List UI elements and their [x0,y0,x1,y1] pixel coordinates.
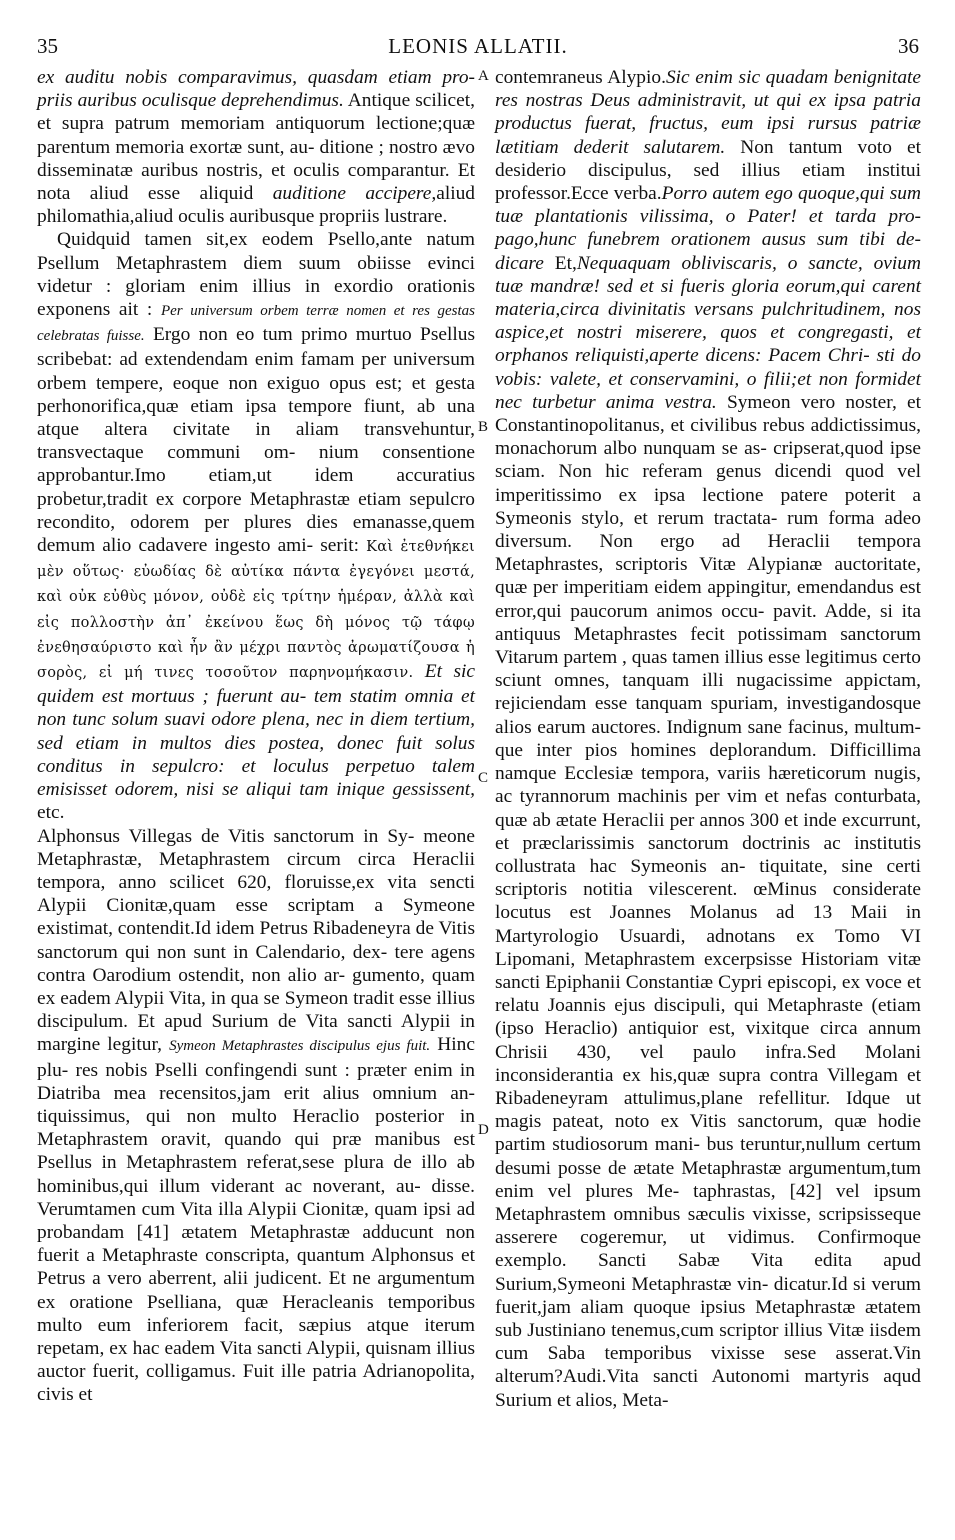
italic-text: Porro autem ego quoque,qui sum tuæ plantationis vilissima, o Pater! et tarda pro- pago,hunc funebrem orationem ausus sum tibi de- dicare [495,183,921,274]
body-text: Symeon vero noster, et Constantinopolitanus, et civilibus rebus addictissimus, monachorum albo nunquam se as- cripserat,quod ipse sciam. Non hic referam genus dicendi quod vel imperitissimo ex ipsa lectione patere poterit a Symeonis stylo, et rerum tractata- rum forma adeo diversum. Non ergo ad Heraclii tempora Metaphrastes, scriptoris Vitæ Alypianæ auctoritate, quæ per imperitiam eidem appingitur, emendandus est error,qui paucorum animos occu- pavit. Adde, si ita antiquus Metaphrastes fecit potissimam sanctorum Vitarum partem , quas tamen illius esse legitimus certo sciunt omnes, tanquam illi nugacissime appictam, rejiciendam esse tanquam spuriam, investigandosque alios earum auctores. Indignum sane facinus, multum- que inter pios homines deplorandum. Difficillima namque Ecclesiæ tempora, variis hæreticorum nugis, ac tyrannorum machinis per vim et nefas conturbata, quæ ab ætate Heraclii per annos 300 et inde excurrunt, et præclarissimis sanctorum doctrinis ac institutis collustrata hac Symeonis an- tiquitate, sine certi scriptoris notitia vilescerent. œMinus considerate locutus est Joannes Molanus ad 13 Maii in Martyrologio Usuardi, adnotans ex Tomo VI Lipomani, Metaphrastem excerpsisse Historiam vitæ sancti Epiphanii Constantiæ Cypri episcopi, ex voce et relatu Joannis ejus discipuli, qui Metaphraste (etiam (ipso Heraclio) antiquior est, vixitque circa annum Chrisii 430, vel paulo infra.Sed Molani inconsiderantia ex his,quæ supra contra Villegam et Ribadeneyram attulimus,plane refellitur. Idque ut magis pateat, noto ex Vitis sanctorum, quæ hodie partim studiosorum mani- bus teruntur,nullum certum desumi posse de ætate Metaphrastæ argumentum,tum enim vel plures Me- taphrastas, [42] vel ipsum Metaphrastem omnibus sæculis vixisse, scripsisseque asserere cogeremur, ut vidimus. Confirmoque exemplo. Sancti Sabæ Vita edita apud Surium,Symeoni Metaphrastæ vin- dicatur.Id si verum fuerit,jam aliam quoque ipsius Metaphrastæ ætatem sub Justiniano tenemus,cum scriptor illius Vitæ iisdem cum Saba temporibus vixisse sese asserat.Vin alterum?Audi.Vita sancti Autonomi martyris aqud Surium et alios, Meta- [495,391,921,1411]
italic-text: Et sic quidem est mortuus ; fuerunt au- tem statim omnia et non tunc solum suavi odore plena, nec in diem tertium, sed etiam in multos dies postea, donec fuit solus conditus in sepulcro: et loculus perpetuo talem emisisset odorem, nisi se aliqui tam inique gessissent, [37,661,476,801]
body-text: contemraneus Alypio. [495,67,666,88]
quotation: Per universum orbem terræ nomen et res gestas celebratas fuisse. [37,303,475,345]
running-header [37,34,919,60]
running-title: LEONIS ALLATII. [388,34,568,58]
page-number-right: 36 [898,34,919,58]
page-number-left: 35 [37,34,58,58]
margin-letter-c: C [478,770,489,786]
marginal-note: Symeon Metaphrastes discipulus ejus fuit. [169,1038,431,1055]
body-text: Quidquid tamen sit,ex eodem Psello,ante natum Psellum Metaphrastem diem suum obiisse evinci videtur : gloriam enim illius in exordio orationis exponens ait : [37,229,475,321]
body-text: etc. [37,802,65,824]
greek-quotation: Καὶ ἐτεθνήκει μὲν οὕτως· εὐωδίας δὲ αὐτίκα πάντα ἐγεγόνει μεστά, καὶ οὐκ εὐθὺς μόνον, οὐδὲ εἰς τρίτην ἡμέραν, ἀλλὰ καὶ εἰς πολλοστὴν ἀπ᾽ ἐκείνου ἕως δὴ μόνος τῷ τάφῳ ἐνεθησαύριστο καὶ ἦν ἂν μέχρι παντὸς ἀρωματίζουσα ἡ σορὸς, εἰ μή τινες τοσοῦτον παρηνομήκασιν. [37,539,475,682]
body-text: aliud philomathia,aliud oculis auribusque propriis lustrare. [37,183,475,228]
left-column [37,66,475,1407]
right-paragraph-1 [495,66,921,1412]
body-text: Hinc plu- res nobis Pselli confingendi sunt : præter enim in Diatriba mea recensitos,jam erit alius omnium an- tiquissimus, qui non multo Heraclio posterior in Metaphrastem oravit, quando qui præ manibus est Psellus in Metaphrastem referat,sese plura de illo ab hominibus,qui illum viderant ac noverant, au- disse. Verumtamen cum Vita illa Alypii Cionitæ, quam ipsi ad probandam [41] ætatem Metaphrastæ adducunt non fuerit a Metaphraste conscripta, quantum Alphonsus et Petrus a vero aberrent, alii judicent. Et ne argumentum ex oratione Pselliana, quæ Heracleanis temporibus multo eum inferiorem facit, sæpius atque iterum repetam, ex hac eadem Vita sancti Alypii, quisnam illius auctor fuerit, colligamus. Fuit ille patria Adrianopolita, civis et [37,1034,475,1406]
left-paragraph-3 [37,825,475,1407]
body-text: Alphonsus Villegas de Vitis sanctorum in Sy- meone Metaphrastæ, Metaphrastem circum circa Heraclii tempora, anno scilicet 620, floruisse,ex vita sencti Alypii Cionitæ,quam esse scriptam a Symeone existimat, contendit.Id idem Petrus Ribadeneyra de Vitis sanctorum qui non sunt in Calendario, dex- tere agens contra Oarodium ostendit, non alio ar- gumento, quam ex eadem Alypii Vita, in qua se Symeon tradit esse illius discipulum. Et apud Surium de Vita sancti Alypii in margine legitur, [37,825,475,1056]
body-text: Antique scilicet, et supra patrum memoriam antiquorum lectione;quæ parentum memoria exortæ sunt, au- ditione ; nostro ævo disseminatæ auribus nostris, et oculis comparantur. Et nota aliud esse aliquid [37,90,475,205]
body-text: Non tantum voto et desiderio discipulus, sed illius etiam institui professor.Ecce verba. [495,136,921,205]
margin-letter-b: B [478,419,489,435]
margin-letter-a: A [478,68,489,84]
italic-text: Sic enim sic quadam benignitate res nostras Deus administravit, ut qui ex ipsa patria productus fuerat, fructus, eum ipsi rursus patriæ lætitiam dederit salutarem. [495,67,922,158]
left-paragraph-2 [37,228,475,824]
body-text: Ergo non eo tum primo murtuo Psellus scribebat: ad extendendam enim famam per universum orbem tempere, eoque non exiguo opus est; et gesta perhonorifica,quæ etiam ipsa tempore fiunt, ab una atque altera civitate in aliam transvehuntur, transvectaque communi om- nium consentione approbantur.Imo etiam,ut idem accuratius probetur,tradit ex corpore Metaphrastæ etiam sepulcro recondito, odorem per plures dies emanasse,quem demum alio cadavere ingesto ami- serit: [37,324,475,557]
right-column [495,66,921,1412]
margin-letter-d: D [478,1122,489,1138]
italic-text: auditione accipere, [272,183,437,205]
italic-text: Nequaquam obliviscaris, o sancte, ovium tuæ mandræ! sed et si fueris gloria eorum,qui carent materia,circa divinitatis versans pulchritudinem, nos aspice,et nostri miserere, quos et congregasti, et orphanos reliquisti,aperte dicens: Pacem Chri- sti do vobis: valete, et conservamini, o filii;et non formidet nec turbetur anima vestra. [495,252,921,413]
body-text: Et, [543,252,577,274]
left-paragraph-1 [37,66,475,228]
italic-text: ex auditu nobis comparavimus, quasdam etiam pro- priis auribus oculisque deprehendimus. [37,67,475,112]
